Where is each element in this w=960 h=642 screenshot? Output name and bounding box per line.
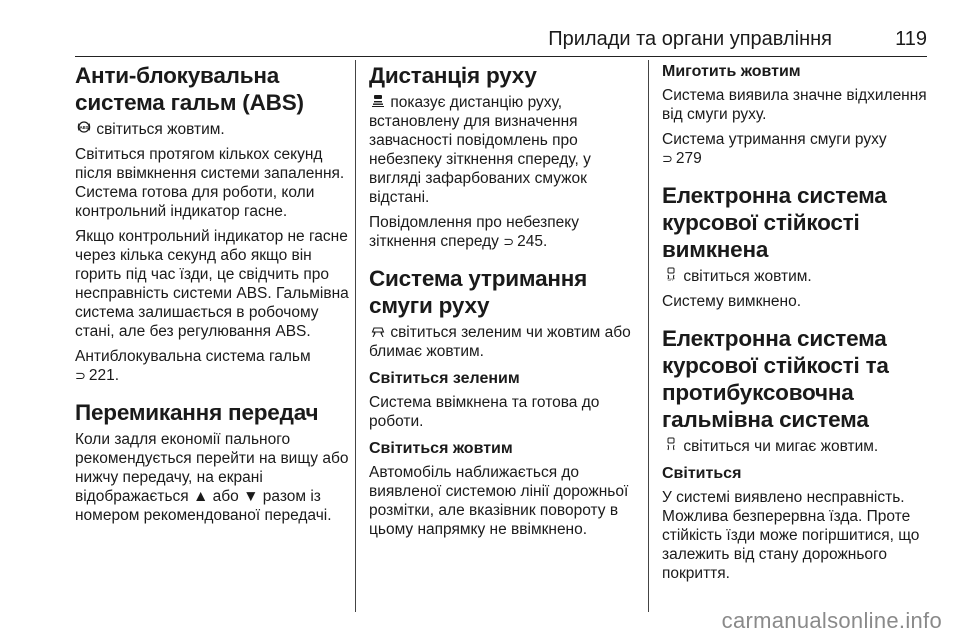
green-paragraph: Система ввімкнена та готова до роботи. [369,394,600,430]
column-1 [75,62,350,531]
blink-ref-label: Система утримання смуги руху [662,131,887,148]
abs-section-title: Анти-блокувальна система гальм (ABS) [75,63,304,115]
page-header [75,22,927,57]
page-ref-arrow-icon: ⊃ [503,234,515,249]
lane-keep-text: світиться зеленим чи жовтим або блимає жовтим. [369,324,631,360]
esc-off-indicator-text: світиться жовтим. [683,268,812,285]
yellow-heading: Світиться жовтим [369,440,513,457]
yellow-paragraph: Автомобіль наближається до виявленої системою лінії дорожньої розмітки, але вказівник повороту в цьому напрямку не ввімкнено. [369,464,629,538]
gear-text-before: Коли задля економії пального рекомендується перейти на вищу або нижчу передачу, на екрані відображається [75,431,349,505]
page-ref-arrow-icon: ⊃ [75,368,86,383]
gear-text-or: або [212,488,239,505]
gear-text-after: разом із номером рекомендованої передачі. [75,488,332,524]
down-triangle-icon: ▼ [243,488,259,505]
green-heading: Світиться зеленим [369,370,520,387]
up-triangle-icon: ▲ [193,488,209,505]
lane-keep-section-title: Система утримання смуги руху [369,266,588,318]
distance-section-title: Дистанція руху [369,63,537,88]
distance-paragraph-1 [369,93,637,207]
abs-paragraph-3 [75,347,350,385]
esc-indicator-text: світиться чи мигає жовтим. [683,438,879,455]
lane-keep-paragraph [369,323,637,361]
blink-paragraph: Система виявила значне відхилення від смуги руху. [662,87,927,123]
esc-off-icon [662,267,679,286]
svg-text:ABS: ABS [79,124,88,130]
blink-heading: Миготить жовтим [662,63,801,80]
abs-paragraph-1: Світиться протягом кількох секунд після ввімкнення системи запалення. Система готова для роботи, коли контрольний індикатор гасне. [75,146,345,220]
esc-off-paragraph: Систему вимкнено. [662,293,802,310]
distance-text-2: Повідомлення про небезпеку зіткнення спереду [369,214,579,250]
distance-paragraph-2 [369,213,637,251]
esc-off-section-title: Електронна система курсової стійкості вимкнена [662,183,887,262]
lane-keep-icon [369,323,386,342]
lit-paragraph: У системі виявлено несправність. Можлива безперервна їзда. Проте стійкість їзди може погіршитися, що залежить від стану дорожнього покриття. [662,489,920,582]
column-2 [369,62,637,545]
column-divider [648,60,649,612]
abs-warning-icon [75,120,92,139]
blink-paragraph-2 [662,130,932,168]
abs-page-ref[interactable]: 221. [88,367,120,384]
svg-text:OFF: OFF [667,277,674,281]
esc-icon [662,437,679,456]
column-divider [355,60,356,612]
esc-indicator-line [662,437,932,456]
distance-page-ref[interactable]: 245. [517,233,548,250]
abs-paragraph-2: Якщо контрольний індикатор не гасне через кілька секунд або якщо він горить під час їзди, це свідчить про несправність системи ABS. Гальмівна система залишається в робочому стані, але без регулювання ABS. [75,228,349,340]
header-title: Прилади та органи управління [548,28,832,50]
gear-paragraph [75,430,350,525]
abs-ref-label: Антиблокувальна система гальм [75,348,311,365]
distance-text-1: показує дистанцію руху, встановлену для визначення завчасності повідомлень про небезпеку зіткнення спереду, у вигляді зафарбованих смужок відстані. [369,94,591,206]
following-distance-icon [369,93,386,112]
page-ref-arrow-icon: ⊃ [662,151,673,166]
gear-section-title: Перемикання передач [75,400,319,425]
watermark: carmanualsonline.info [721,608,942,633]
abs-indicator-text: світиться жовтим. [96,121,225,138]
abs-indicator-line [75,120,350,139]
blink-page-ref[interactable]: 279 [675,150,702,167]
page-number: 119 [895,28,927,50]
column-3 [662,62,932,589]
lit-heading: Світиться [662,465,742,482]
esc-section-title: Електронна система курсової стійкості та протибуксовочна гальмівна система [662,326,889,432]
esc-off-indicator-line [662,267,932,286]
